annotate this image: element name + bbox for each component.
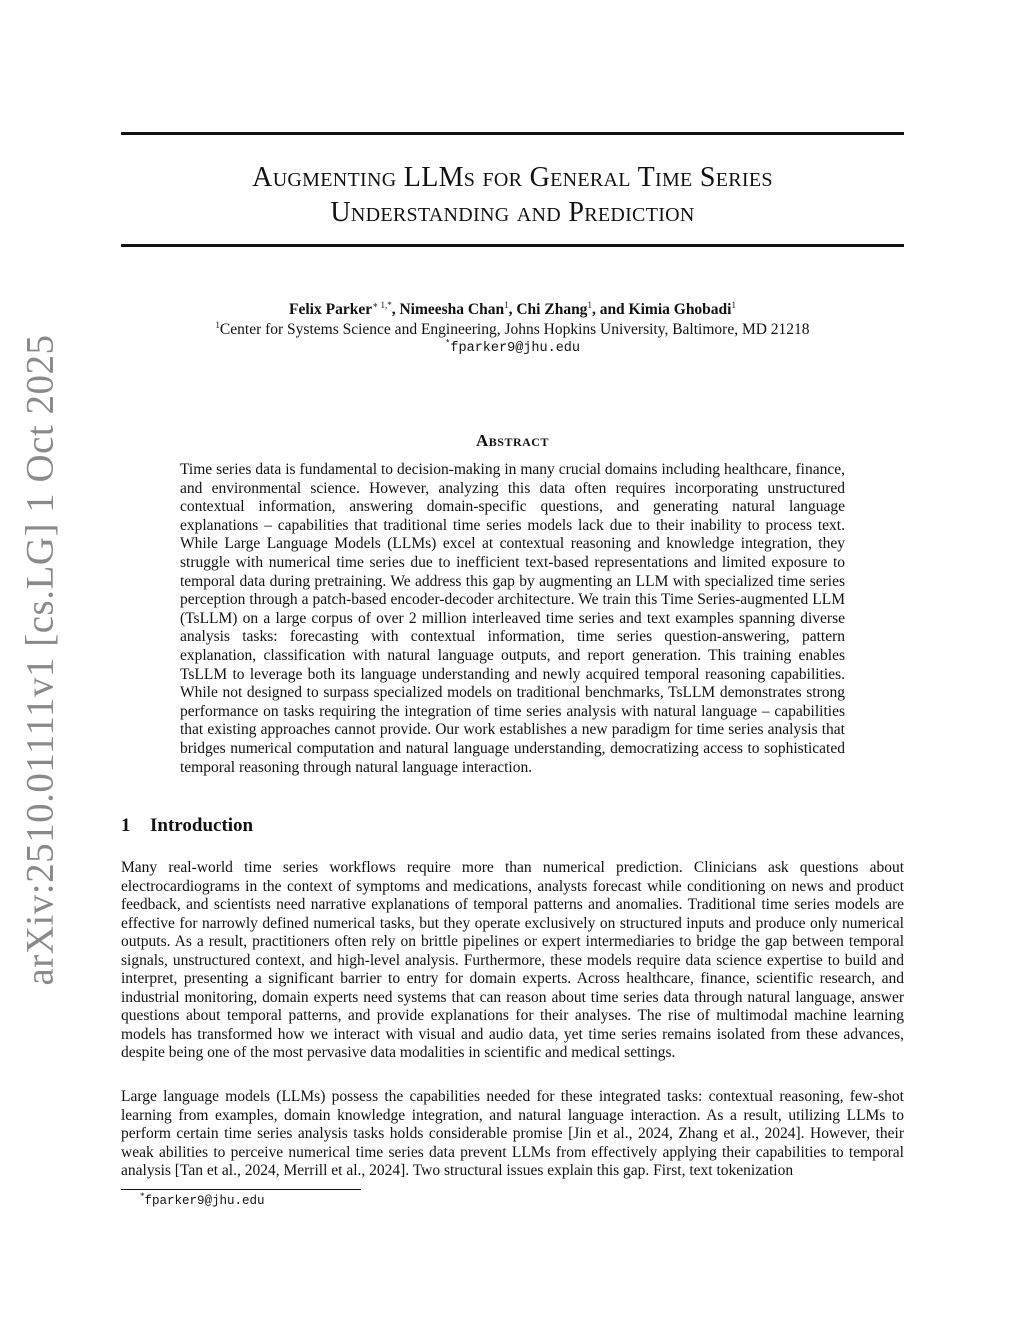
title-rule-top xyxy=(121,132,904,135)
author-name: , Nimeesha Chan xyxy=(391,301,505,318)
paper-title-line-2: Understanding and Prediction xyxy=(330,197,695,228)
author-affiliation-mark: 1 xyxy=(504,299,509,310)
affiliation-text: Center for Systems Science and Engineering, Johns Hopkins University, Baltimore, MD 21218 xyxy=(219,321,810,338)
footnote-text: fparker9@jhu.edu xyxy=(144,1194,265,1208)
footnote-mark: * xyxy=(140,1190,145,1201)
author-list xyxy=(121,301,904,319)
author-affiliation-mark: ∗ 1,* xyxy=(372,299,392,310)
abstract-heading: Abstract xyxy=(476,431,549,450)
title-rule-bottom xyxy=(121,244,904,247)
footnote-rule xyxy=(121,1189,361,1190)
paper-title-line-1: Augmenting LLMs for General Time Series xyxy=(252,162,773,193)
author-name: , and Kimia Ghobadi xyxy=(591,301,732,318)
author-affiliation-mark: 1 xyxy=(731,299,736,310)
section-title: Introduction xyxy=(150,815,254,836)
abstract-text: Time series data is fundamental to decision-making in many crucial domains including healthcare, finance, and environmental science. However, analyzing this data often requires incorporating unstructured contextual information, answering domain-specific questions, and generating natural language explanations – capabilities that traditional time series models lack due to their inability to process text. While Large Language Models (LLMs) excel at contextual reasoning and knowledge integration, they struggle with numerical time series due to inefficient text-based representations and limited exposure to temporal data during pretraining. We address this gap by augmenting an LLM with specialized time series perception through a patch-based encoder-decoder architecture. We train this Time Series-augmented LLM (TsLLM) on a large corpus of over 2 million interleaved time series and text examples spanning diverse analysis tasks: forecasting with contextual information, time series question-answering, pattern explanation, classification with natural language outputs, and report generation. This training enables TsLLM to leverage both its language understanding and newly acquired temporal reasoning capabilities. While not designed to surpass specialized models on traditional benchmarks, TsLLM demonstrates strong performance on tasks requiring the integration of time series analysis with natural language – capabilities that existing approaches cannot provide. Our work establishes a new paradigm for time series analysis that bridges numerical computation and natural language understanding, democratizing access to sophisticated temporal reasoning through natural language interaction. xyxy=(180,461,845,776)
author-affiliation-mark: 1 xyxy=(587,299,592,310)
affiliation-mark: 1 xyxy=(215,319,220,330)
section-number: 1 xyxy=(121,815,131,836)
footnote xyxy=(140,1190,265,1208)
email-mark: * xyxy=(444,338,451,349)
affiliation xyxy=(121,321,904,339)
email-address: fparker9@jhu.edu xyxy=(450,341,581,356)
author-name: , Chi Zhang xyxy=(508,301,588,318)
author-name: Felix Parker xyxy=(289,301,373,318)
arxiv-identifier: arXiv:2510.01111v1 [cs.LG] 1 Oct 2025 xyxy=(18,334,62,986)
contact-email xyxy=(121,338,904,356)
body-paragraph-1: Many real-world time series workflows require more than numerical prediction. Clinicians ask questions about electrocardiograms in the context of symptoms and medications, analysts forecast while conditioning on news and product feedback, and scientists need narrative explanations of temporal patterns and anomalies. Traditional time series models are effective for narrowly defined numerical tasks, but they operate exclusively on structured inputs and produce only numerical outputs. As a result, practitioners often rely on brittle pipelines or expert intermediaries to bridge the gap between temporal signals, unstructured context, and high-level analysis. Furthermore, these models require data science expertise to build and interpret, presenting a significant barrier to entry for domain experts. Across healthcare, finance, scientific research, and industrial monitoring, domain experts need systems that can reason about time series data through natural language, answer questions about temporal patterns, and provide explanations for their analyses. The rise of multimodal machine learning models has transformed how we interact with visual and audio data, yet time series remains isolated from these advances, despite being one of the most pervasive data modalities in scientific and medical settings. xyxy=(121,859,904,1061)
body-paragraph-2: Large language models (LLMs) possess the capabilities needed for these integrated tasks: contextual reasoning, few-shot learning from examples, domain knowledge integration, and natural language interaction. As a result, utilizing LLMs to perform certain time series analysis tasks holds considerable promise [Jin et al., 2024, Zhang et al., 2024]. However, their weak abilities to perceive numerical time series data prevent LLMs from effectively applying their capabilities to temporal analysis [Tan et al., 2024, Merrill et al., 2024]. Two structural issues explain this gap. First, text tokenization xyxy=(121,1088,904,1179)
section-heading xyxy=(121,815,253,837)
